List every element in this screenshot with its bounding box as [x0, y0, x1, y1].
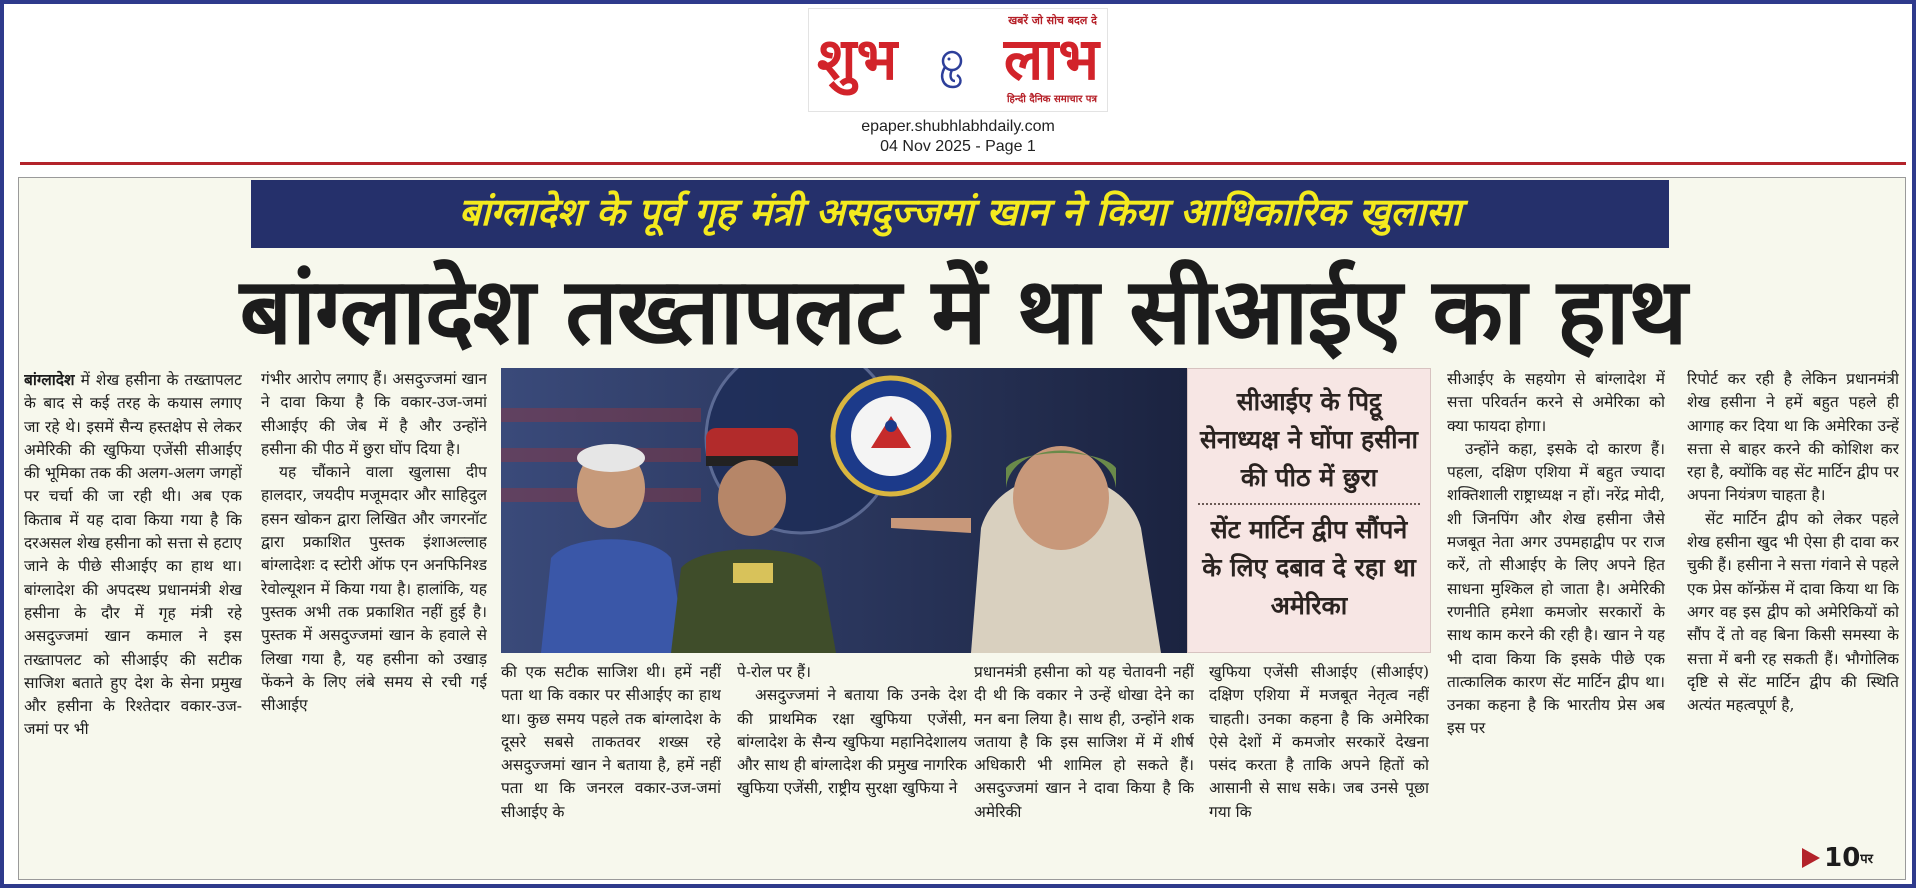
text-column-7	[1447, 368, 1665, 878]
column-6-text: खुफिया एजेंसी सीआईए (सीआईए) दक्षिण एशिया में मजबूत नेतृत्व नहीं चाहती। उनका कहना है कि अमेरिका ऐसे देशों में कमजोर सरकारें देखना पसंद करता है ताकि अपने हितों को आसानी से साध सके। जब उनसे पूछा गया कि	[1209, 663, 1429, 821]
edition-date-page: 04 Nov 2025 - Page 1	[880, 138, 1036, 155]
column-4-para-1: पे-रोल पर हैं।	[737, 663, 812, 681]
column-7-para-2: उन्होंने कहा, इसके दो कारण हैं। पहला, दक्षिण एशिया में बहुत ज्यादा शक्तिशाली राष्ट्राध्यक्ष न हों। नरेंद्र मोदी, शी जिनपिंग और शेख हसीना जैसे मजबूत नेता अगर उपमहाद्वीप पर राज करें, तो सीआईए के लिए अपने हित साधना मुश्किल हो जाता है। अमेरिकी रणनीति हमेशा कमजोर सरकारों के साथ काम करने की रही है। खान ने यह भी दावा किया कि इसके पीछे एक तात्कालिक कारण सेंट मार्टिन द्वीप था। उनका कहना है कि भारतीय प्रेस अब इस पर	[1447, 439, 1665, 738]
column-2-para-1: गंभीर आरोप लगाए हैं। असदुज्जमां खान ने दावा किया है कि वकार-उज-जमां सीआईए की जेब में है और उन्होंने हसीना की पीठ में छुरा घोंप दिया है।	[261, 370, 487, 458]
column-1-text: में शेख हसीना के तख्तापलट के बाद से कई तरह के कयास लगाए जा रहे थे। इसमें सैन्य हस्तक्षेप से लेकर अमेरिकी की खुफिया एजेंसी सीआईए की भूमिका तक की अलग-अलग जगहों पर चर्चा की जा रही थी। अब एक किताब में यह दावा किया गया है कि दरअसल शेख हसीना को सत्ता से हटाए जाने के पीछे सीआईए का हाथ था। बांग्लादेश की अपदस्थ प्रधानमंत्री शेख हसीना के दौर में गृह मंत्री रहे असदुज्जमां खान कमाल ने इस तख्तापलट को सीआईए की सटीक साजिश बताते हुए देश के सेना प्रमुख और हसीना के रिश्तेदार वकार-उज-जमां पर भी	[24, 371, 242, 739]
article-photo[interactable]	[501, 368, 1187, 653]
column-4-para-2: असदुज्जमां ने बताया कि उनके देश की प्राथमिक रक्षा खुफिया एजेंसी, बांग्लादेश के सैन्य खुफिया महानिदेशालय और साथ ही बांग्लादेश की प्रमुख नागरिक खुफिया एजेंसी, राष्ट्रीय सुरक्षा खुफिया ने	[737, 686, 967, 798]
text-column-1	[24, 368, 242, 878]
ganesh-icon	[927, 43, 977, 93]
logo-subtitle: हिन्दी दैनिक समाचार पत्र	[1006, 94, 1097, 105]
newspaper-logo[interactable]	[808, 8, 1108, 112]
callout-quote-2: सेंट मार्टिन द्वीप सौंपने के लिए दबाव दे रहा था अमेरिका	[1202, 515, 1416, 620]
dateline-lead: बांग्लादेश	[24, 370, 75, 389]
continued-on-page[interactable]	[1802, 843, 1873, 873]
header-divider	[20, 162, 1906, 165]
site-url[interactable]: epaper.shubhlabhdaily.com	[861, 118, 1055, 135]
text-column-8	[1687, 368, 1899, 846]
column-8-para-1: रिपोर्ट कर रही है लेकिन प्रधानमंत्री शेख हसीना ने हमें बहुत पहले ही आगाह कर दिया था कि अमेरिका उन्हें सत्ता से बाहर करने की कोशिश कर रहा है, क्योंकि वह सेंट मार्टिन द्वीप पर अपना नियंत्रण चाहता है।	[1687, 370, 1899, 505]
column-5-text: प्रधानमंत्री हसीना को यह चेतावनी नहीं दी थी कि वकार ने उन्हें धोखा देने का मन बना लिया है। साथ ही, उन्होंने शक जताया है कि इस साजिश में में शीर्ष अधिकारी भी शामिल हो सकते हैं। असदुज्जमां खान ने दावा किया है कि अमेरिकी	[974, 663, 1194, 821]
text-column-2	[261, 368, 487, 878]
callout-quote-1: सीआईए के पिट्ठू सेनाध्यक्ष ने घोंपा हसीना की पीठ में छुरा	[1198, 383, 1420, 505]
strap-headline: बांग्लादेश के पूर्व गृह मंत्री असदुज्जमां खान ने किया आधिकारिक खुलासा	[251, 180, 1669, 248]
text-column-5	[974, 661, 1194, 879]
continued-suffix: पर	[1860, 852, 1873, 867]
logo-word-shubh: शुभ	[817, 25, 898, 93]
newspaper-page	[18, 177, 1906, 880]
text-column-6	[1209, 661, 1429, 879]
article-callout-box	[1187, 368, 1431, 653]
arrow-right-icon	[1802, 848, 1820, 868]
column-3-text: की एक सटीक साजिश थी। हमें नहीं पता था कि वकार पर सीआईए का हाथ था। कुछ समय पहले तक बांग्लादेश के दूसरे सबसे ताकतवर शख्स रहे असदुज्जमां खान ने बताया है, हमें नहीं पता था कि जनरल वकार-उज-जमां सीआईए के	[501, 663, 721, 821]
column-2-para-2: यह चौंकाने वाला खुलासा दीप हालदार, जयदीप मजूमदार और साहिदुल हसन खोकन द्वारा लिखित और जगरनॉट द्वारा प्रकाशित पुस्तक इंशाअल्लाह बांग्लादेशः द स्टोरी ऑफ एन अनफिनिश्ड रेवोल्यूशन में किया गया है। हालांकि, यह पुस्तक अभी तक प्रकाशित नहीं हुई है। पुस्तक में असदुज्जमां खान के हवाले से लिखा गया है, यह हसीना को उखाड़ फेंकने के लिए लंबे समय से रची गई सीआईए	[261, 463, 487, 715]
column-7-para-1: सीआईए के सहयोग से बांग्लादेश में सत्ता परिवर्तन करने से अमेरिका को क्या फायदा होगा।	[1447, 370, 1665, 435]
photo-illustration	[501, 368, 1187, 653]
column-8-para-2: सेंट मार्टिन द्वीप को लेकर पहले शेख हसीना खुद भी ऐसा ही दावा कर चुकी हैं। हसीना ने सत्ता गंवाने से पहले एक प्रेस कॉन्फ्रेंस में दावा किया था कि अगर वह इस द्वीप को अमेरिकियों को सौंप दें तो वह बिना किसी समस्या के सत्ता में बनी रह सकती हैं। भौगोलिक दृष्टि से सेंट मार्टिन द्वीप की स्थिति अत्यंत महत्वपूर्ण है,	[1687, 509, 1899, 715]
logo-tagline: खबरें जो सोच बदल दे	[1008, 14, 1097, 27]
logo-word-labh: लाभ	[1003, 25, 1099, 93]
text-column-3	[501, 661, 721, 879]
main-headline: बांग्लादेश तख्तापलट में था सीआईए का हाथ	[239, 257, 1687, 365]
text-column-4	[737, 661, 967, 879]
continued-page-number: 10	[1824, 843, 1861, 873]
